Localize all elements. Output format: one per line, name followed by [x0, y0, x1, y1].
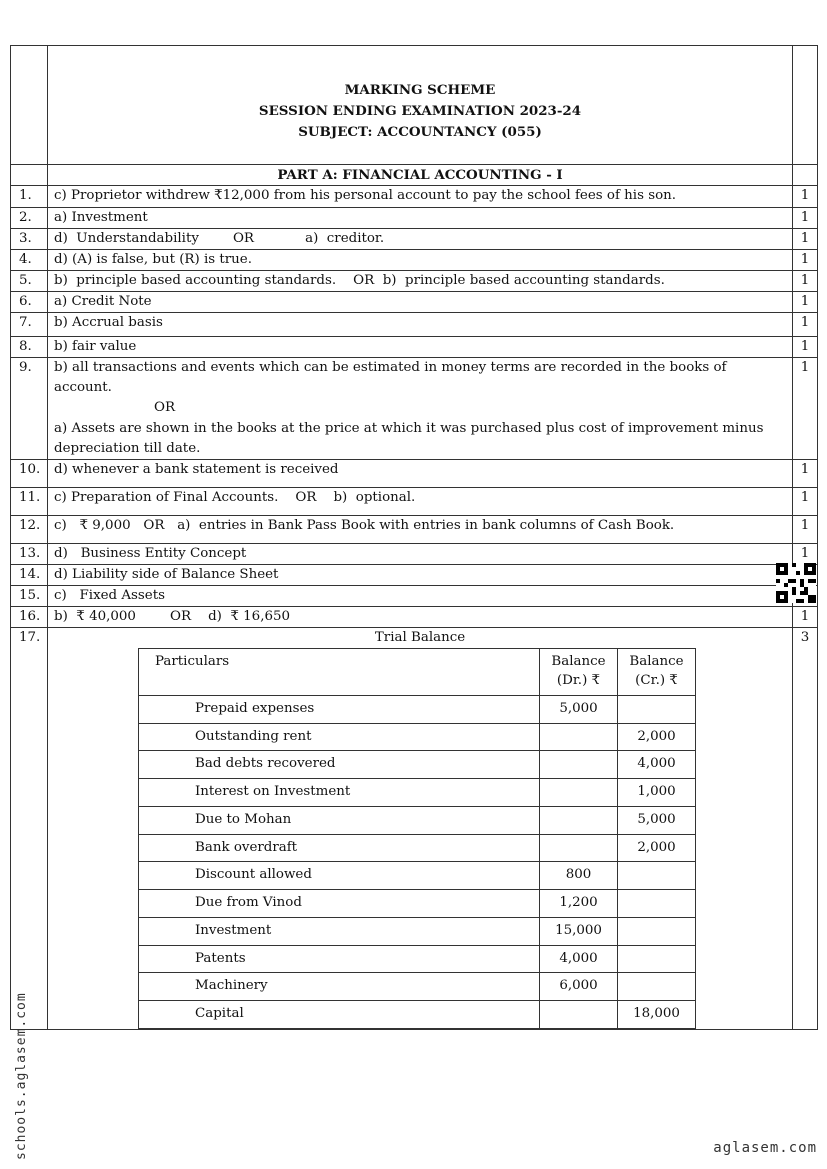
- answer-text: c) Fixed Assets: [48, 585, 793, 606]
- particular: Due from Vinod: [139, 890, 540, 918]
- trial-balance-row: [139, 862, 696, 890]
- trial-balance-row: [139, 917, 696, 945]
- answer-text: c) Proprietor withdrew ₹12,000 from his personal account to pay the school fees of his son.: [48, 186, 793, 207]
- trial-balance-row: [139, 890, 696, 918]
- trial-balance-title: Trial Balance: [374, 630, 466, 646]
- particular: Prepaid expenses: [139, 695, 540, 723]
- debit-amount: [540, 723, 618, 751]
- debit-amount: [540, 834, 618, 862]
- answer-text: a) Credit Note: [48, 291, 793, 312]
- trial-balance-row: [139, 945, 696, 973]
- question-number: 3.: [11, 228, 48, 249]
- credit-amount: [618, 945, 696, 973]
- question-number: 15.: [11, 585, 48, 606]
- marks: 1: [793, 270, 818, 291]
- marks: 1: [793, 358, 818, 460]
- question-number: 11.: [11, 487, 48, 515]
- question-number: 7.: [11, 313, 48, 337]
- particular: Patents: [139, 945, 540, 973]
- trial-balance-table: [138, 648, 696, 1029]
- credit-amount: [618, 917, 696, 945]
- debit-amount: 1,200: [540, 890, 618, 918]
- debit-amount: [540, 1001, 618, 1029]
- trial-balance-row: [139, 973, 696, 1001]
- debit-amount: 800: [540, 862, 618, 890]
- question-row: [11, 515, 818, 543]
- answer-text: d) Business Entity Concept: [48, 543, 793, 564]
- question-number: 17.: [11, 628, 48, 1030]
- question-number: 5.: [11, 270, 48, 291]
- question-row: [11, 628, 818, 1030]
- document-header: [48, 46, 793, 165]
- marks: 1: [793, 607, 818, 628]
- particular: Discount allowed: [139, 862, 540, 890]
- question-row: [11, 564, 818, 585]
- answer-option-1: b) all transactions and events which can be estimated in money terms are recorded in the books of account.: [54, 360, 727, 396]
- particular: Bank overdraft: [139, 834, 540, 862]
- particular: Outstanding rent: [139, 723, 540, 751]
- question-number: 2.: [11, 207, 48, 228]
- credit-header: Balance (Cr.) ₹: [618, 649, 696, 696]
- marks: 1: [793, 459, 818, 487]
- particular: Interest on Investment: [139, 779, 540, 807]
- answer-block: [48, 358, 793, 460]
- trial-balance-row: [139, 1001, 696, 1029]
- answer-text: d) (A) is false, but (R) is true.: [48, 249, 793, 270]
- header-session: SESSION ENDING EXAMINATION 2023-24: [258, 102, 582, 119]
- question-row: [11, 543, 818, 564]
- debit-amount: 4,000: [540, 945, 618, 973]
- answer-text: c) ₹ 9,000 OR a) entries in Bank Pass Book with entries in bank columns of Cash Book.: [48, 515, 793, 543]
- question-number: 14.: [11, 564, 48, 585]
- part-a-title: PART A: FINANCIAL ACCOUNTING - I: [48, 165, 793, 186]
- header-title: MARKING SCHEME: [344, 82, 496, 98]
- debit-header: Balance (Dr.) ₹: [540, 649, 618, 696]
- question-number: 12.: [11, 515, 48, 543]
- credit-amount: [618, 890, 696, 918]
- marks: 1: [793, 515, 818, 543]
- credit-amount: 5,000: [618, 806, 696, 834]
- debit-amount: [540, 751, 618, 779]
- credit-amount: 2,000: [618, 834, 696, 862]
- credit-amount: [618, 862, 696, 890]
- question-row: [11, 459, 818, 487]
- debit-amount: 5,000: [540, 695, 618, 723]
- answer-text: d) Understandability OR a) creditor.: [48, 228, 793, 249]
- question-row: [11, 487, 818, 515]
- marks: 1: [793, 249, 818, 270]
- particular: Bad debts recovered: [139, 751, 540, 779]
- bottom-watermark: aglasem.com: [713, 1140, 817, 1156]
- particulars-header: Particulars: [139, 649, 540, 696]
- trial-balance-row: [139, 723, 696, 751]
- question-row: [11, 270, 818, 291]
- marks: 1: [793, 207, 818, 228]
- question-row: [11, 249, 818, 270]
- marks: 1: [793, 487, 818, 515]
- marks: 1: [793, 291, 818, 312]
- question-row: [11, 291, 818, 312]
- answer-option-2: a) Assets are shown in the books at the price at which it was purchased plus cost of improvement minus depreciation till date.: [54, 420, 764, 456]
- marks: 1: [793, 228, 818, 249]
- debit-amount: 15,000: [540, 917, 618, 945]
- question-row: [11, 207, 818, 228]
- question-number: 10.: [11, 459, 48, 487]
- question-number: 13.: [11, 543, 48, 564]
- answer-text: c) Preparation of Final Accounts. OR b) optional.: [48, 487, 793, 515]
- trial-balance-row: [139, 779, 696, 807]
- answer-text: d) whenever a bank statement is received: [48, 459, 793, 487]
- question-number: 9.: [11, 358, 48, 460]
- question-row: [11, 313, 818, 337]
- question-number: 6.: [11, 291, 48, 312]
- trial-balance-cell: [48, 628, 793, 1030]
- answer-text: b) ₹ 40,000 OR d) ₹ 16,650: [48, 607, 793, 628]
- question-row: [11, 228, 818, 249]
- question-row: [11, 337, 818, 358]
- part-a-row: [11, 165, 818, 186]
- marks: 1: [793, 543, 818, 564]
- answer-text: b) fair value: [48, 337, 793, 358]
- answer-text: b) Accrual basis: [48, 313, 793, 337]
- qr-code-icon: [776, 563, 816, 603]
- credit-amount: [618, 973, 696, 1001]
- particular: Machinery: [139, 973, 540, 1001]
- trial-balance-row: [139, 806, 696, 834]
- trial-balance-row: [139, 834, 696, 862]
- marks: 1: [793, 313, 818, 337]
- question-number: 16.: [11, 607, 48, 628]
- marking-scheme-table: [10, 45, 818, 1030]
- question-row: [11, 358, 818, 460]
- question-number: 4.: [11, 249, 48, 270]
- particular: Investment: [139, 917, 540, 945]
- question-number: 8.: [11, 337, 48, 358]
- marks: 3: [793, 628, 818, 1030]
- trial-balance-row: [139, 751, 696, 779]
- debit-amount: [540, 806, 618, 834]
- credit-amount: 4,000: [618, 751, 696, 779]
- particular: Capital: [139, 1001, 540, 1029]
- debit-amount: [540, 779, 618, 807]
- marks: 1: [793, 337, 818, 358]
- question-row: [11, 607, 818, 628]
- credit-amount: 2,000: [618, 723, 696, 751]
- answer-text: a) Investment: [48, 207, 793, 228]
- marks: 1: [793, 186, 818, 207]
- answer-text: b) principle based accounting standards. OR b) principle based accounting standards.: [48, 270, 793, 291]
- header-subject: SUBJECT: ACCOUNTANCY (055): [298, 123, 542, 140]
- question-row: [11, 585, 818, 606]
- header-row: [11, 46, 818, 165]
- question-number: 1.: [11, 186, 48, 207]
- or-separator: OR: [154, 400, 176, 416]
- trial-balance-header: [139, 649, 696, 696]
- particular: Due to Mohan: [139, 806, 540, 834]
- credit-amount: 18,000: [618, 1001, 696, 1029]
- answer-text: d) Liability side of Balance Sheet: [48, 564, 793, 585]
- question-row: [11, 186, 818, 207]
- credit-amount: [618, 695, 696, 723]
- trial-balance-row: [139, 695, 696, 723]
- debit-amount: 6,000: [540, 973, 618, 1001]
- side-watermark: schools.aglasem.com: [14, 992, 29, 1160]
- credit-amount: 1,000: [618, 779, 696, 807]
